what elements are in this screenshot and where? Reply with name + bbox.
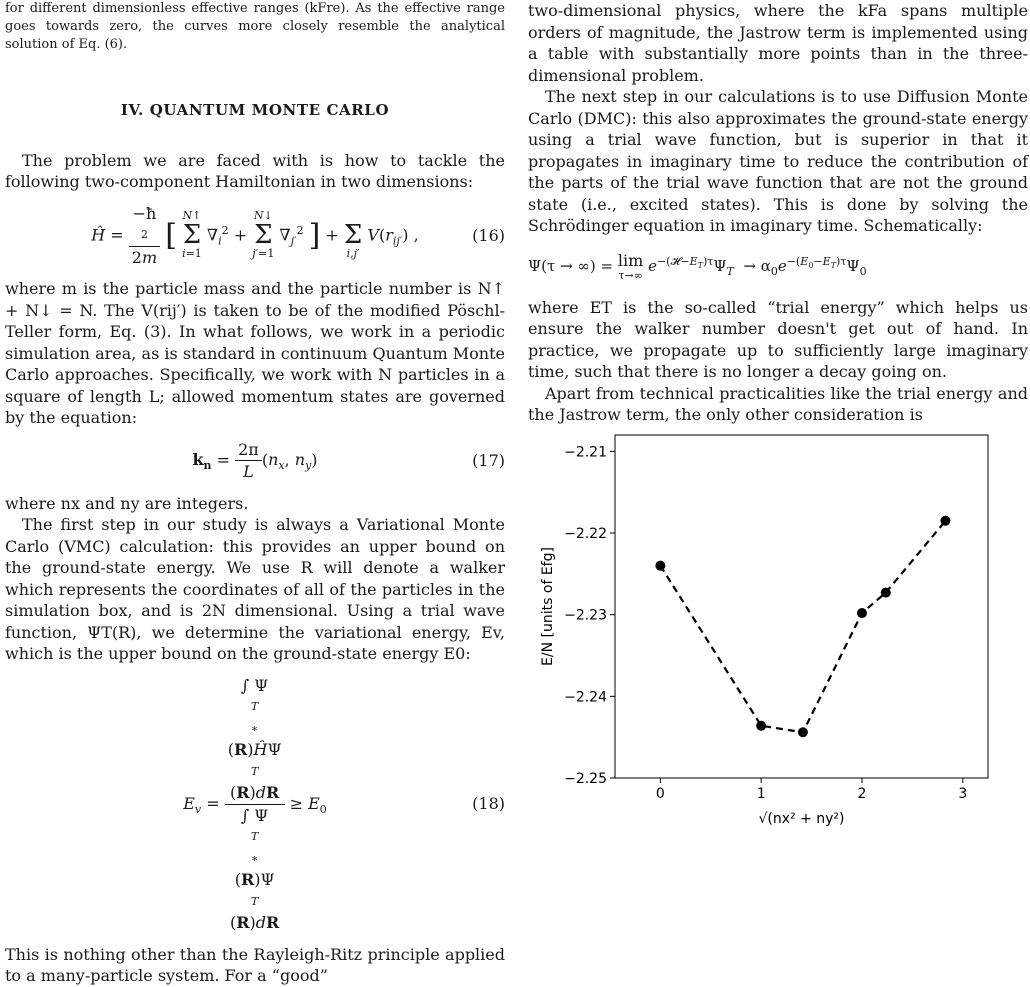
axis-ticks (564, 444, 967, 802)
paragraph: This is nothing other than the Rayleigh-Ritz principle applied to a many-particle system. For a “good” (5, 944, 505, 985)
y-tick-label: −2.23 (564, 607, 607, 624)
x-tick-label: 1 (756, 786, 766, 802)
series-line (660, 521, 945, 733)
equation-18: $E_v$ = ∫ Ψ T ∗ (R)ĤΨ T (R)dR ∫ Ψ T ∗ (R)Ψ T (R)dR ≥ $E_0$ (18) (183, 675, 505, 932)
y-axis-label: E/N [units of Efg] (540, 547, 556, 666)
section-heading: IV. QUANTUM MONTE CARLO (120, 101, 390, 119)
data-point (857, 608, 867, 618)
y-tick-label: −2.22 (564, 526, 607, 542)
data-point (881, 588, 891, 598)
equation-number: (18) (472, 794, 505, 814)
paragraph: where m is the particle mass and the particle number is N↑ + N↓ = N. The V(rij′) is taken to be of the modified Pöschl-Teller form, Eq. (3). In what follows, we work in a periodic simulation area, as is standard in continuum Quantum Monte Carlo approaches. Specifically, we work with N particles in a square of length L; allowed momentum states are governed by the equation: (5, 279, 505, 427)
data-point (655, 561, 665, 571)
equation-16: Ĥ = −ħ 2 2m [ N↑ Σ i=1 $\nabla_i^2$ + N↓ Σ j′=1 $\nabla_{j'}^2$ ] + Σ i,j′ $V(r_{ij'})$ , (16) (91, 203, 505, 267)
paragraph: where ET is the so-called “trial energy” which helps us ensure the walker number doesn't get out of hand. In practice, we propagate up to sufficiently large imaginary time, such that there is no longer a decay going on. (528, 297, 1028, 381)
equation-number: (17) (472, 450, 505, 470)
energy-chart (528, 420, 1028, 865)
paragraph: where nx and ny are integers. (5, 493, 249, 513)
right-column (528, 0, 1028, 426)
x-tick-label: 3 (958, 786, 968, 802)
y-tick-label: −2.24 (564, 689, 607, 706)
chart-svg (528, 420, 1028, 865)
x-tick-label: 2 (857, 786, 867, 802)
y-tick-label: −2.21 (564, 444, 607, 461)
figure-caption-tail: for different dimensionless effective ranges (kFre). As the effective range goes towards zero, the curves more closely resemble the analytical solution of Eq. (6). (5, 1, 505, 52)
x-tick-label: 0 (655, 786, 665, 802)
equation-dmc: Ψ(τ → ∞) = lim τ→∞ $e^{-(𝓗-E_T)\tau}\Psi_T \to \alpha_0e^{-(E_0-E_T)\tau}\Psi_0$ (528, 250, 867, 282)
left-column (5, 0, 505, 987)
plot-frame (615, 435, 988, 778)
paragraph: The next step in our calculations is to use Diffusion Monte Carlo (DMC): this also approximates the ground-state energy using a trial wave function, but is superior in that it propagates in imaginary time to reduce the contribution of the parts of the trial wave function that are not the ground state (i.e., excited states). This is done by solving the Schrödinger equation in imaginary time. Schematically: (528, 87, 1028, 235)
data-point (756, 721, 766, 731)
x-axis-label: √(nx² + ny²) (758, 811, 845, 827)
paragraph: The first step in our study is always a Variational Monte Carlo (VMC) calculation: this provides an upper bound on the ground-state energy. We use R will denote a walker which represents the coordinates of all of the particles in the simulation box, and is 2N dimensional. Using a trial wave function, ΨT(R), we determine the variational energy, Ev, which is the upper bound on the ground-state energy E0: (5, 515, 505, 663)
paragraph: two-dimensional physics, where the kFa spans multiple orders of magnitude, the Jastrow term is implemented using a table with substantially more points than in the three-dimensional problem. (528, 1, 1028, 85)
equation-number: (16) (472, 225, 505, 245)
equation-17: $k_n$ = $\frac{2\pi}{L}$ ($n_x$, $n_y$) (17) (192, 439, 505, 481)
paragraph: Apart from technical practicalities like the trial energy and the Jastrow term, the only other consideration is (528, 383, 1028, 424)
paragraph: The problem we are faced with is how to tackle the following two-component Hamiltonian in two dimensions: (5, 150, 505, 191)
data-point (940, 516, 950, 526)
y-tick-label: −2.25 (564, 771, 607, 787)
data-point (798, 727, 808, 737)
